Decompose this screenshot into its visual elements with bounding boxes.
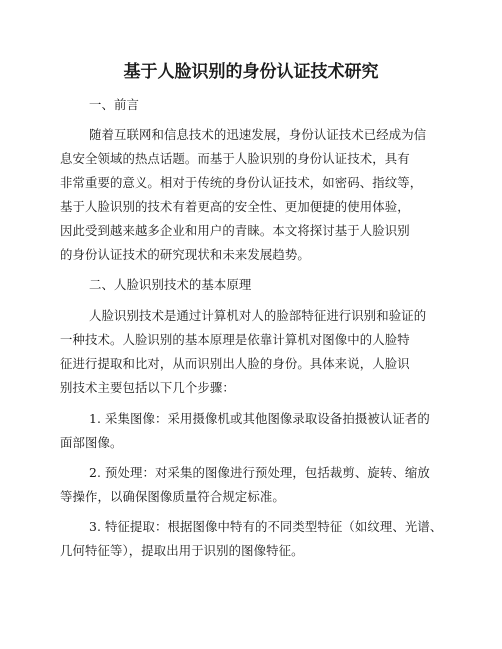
step-line: 2. 预处理：对采集的图像进行预处理，包括裁剪、旋转、缩放 [89,465,430,480]
section-heading-intro: 一、前言 [89,97,139,112]
step-line: 3. 特征提取：根据图像中特有的不同类型特征（如纹理、光谱、 [89,519,443,534]
paragraph-line: 征进行提取和比对，从而识别出人脸的身份。具体来说，人脸识 [60,356,410,371]
paragraph-line: 非常重要的意义。相对于传统的身份认证技术，如密码、指纹等， [60,175,423,190]
step-line: 面部图像。 [60,435,123,450]
step-line: 等操作，以确保图像质量符合规定标准。 [60,489,285,504]
paragraph-line: 人脸识别技术是通过计算机对人的脸部特征进行识别和验证的 [89,308,427,323]
document-title: 基于人脸识别的身份认证技术研究 [123,62,379,82]
paragraph-line: 一种技术。人脸识别的基本原理是依靠计算机对图像中的人脸特 [60,332,410,347]
step-line: 1. 采集图像：采用摄像机或其他图像录取设备拍摄被认证者的 [89,411,430,426]
paragraph-line: 息安全领域的热点话题。而基于人脸识别的身份认证技术，具有 [60,151,410,166]
step-line: 几何特征等），提取出用于识别的图像特征。 [60,543,304,558]
section-heading-principle: 二、人脸识别技术的基本原理 [89,277,252,292]
paragraph-line: 的身份认证技术的研究现状和未来发展趋势。 [60,247,310,262]
paragraph-line: 别技术主要包括以下几个步骤： [60,380,235,395]
paragraph-line: 随着互联网和信息技术的迅速发展，身份认证技术已经成为信 [89,127,427,142]
paragraph-line: 基于人脸识别的技术有着更高的安全性、更加便捷的使用体验， [60,199,410,214]
paragraph-line: 因此受到越来越多企业和用户的青睐。本文将探讨基于人脸识别 [60,223,410,238]
